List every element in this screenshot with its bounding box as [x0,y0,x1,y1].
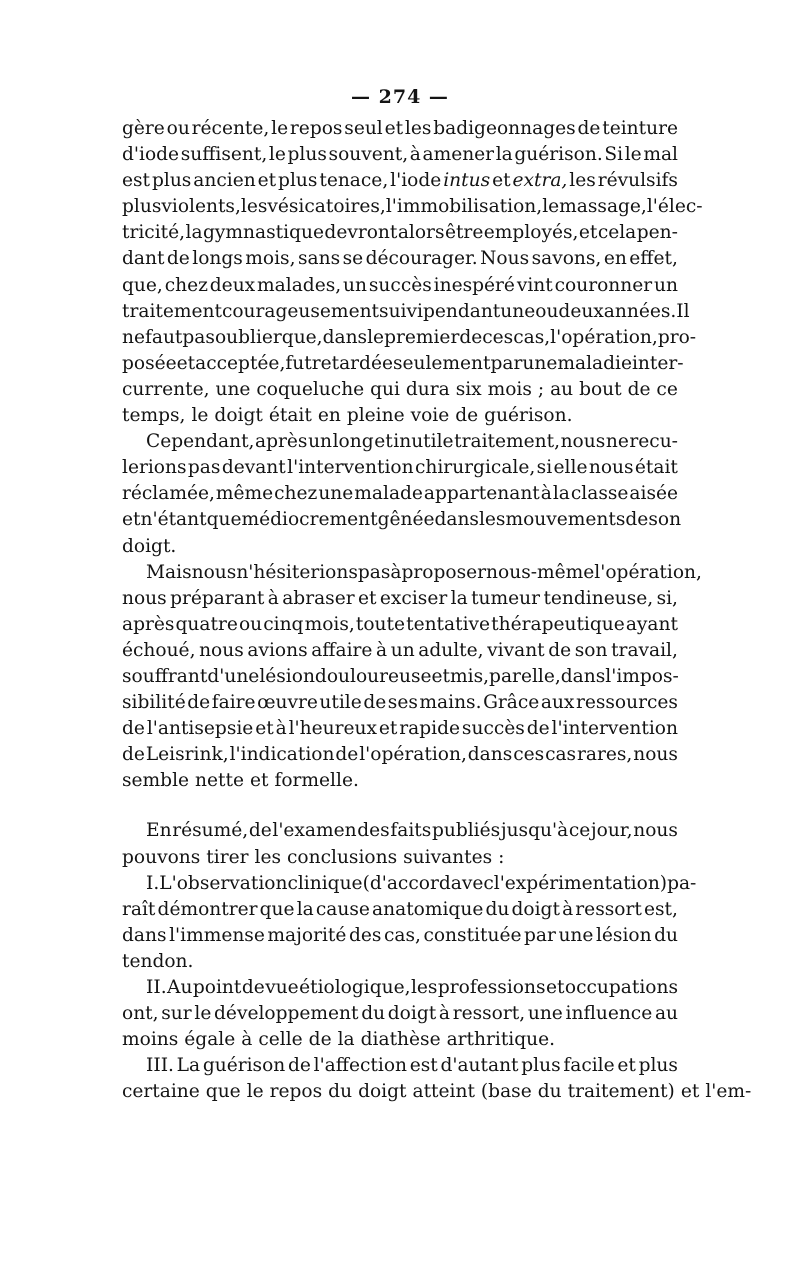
paragraph [122,116,703,429]
text-line: posée et acceptée, fut retardée seulement par une maladie inter- [122,352,684,374]
text-line: ne faut pas oublier que, dans le premier de ces cas, l'opération, pro- [122,326,697,348]
page-number: — 274 — [351,86,449,108]
body-text [122,116,752,1105]
text-line: III. La guérison de l'affection est d'autant plus facile et plus [146,1055,678,1077]
text-line: pouvons tirer les conclusions suivantes : [122,846,505,868]
text-line: après quatre ou cinq mois, toute tentative thérapeutique ayant [122,613,678,635]
text-line: tricité, la gymnastique devront alors être employés, et cela pen- [122,222,678,244]
text-line: ont, sur le développement du doigt à ressort, une influence au [122,1003,678,1025]
paragraph [122,871,697,975]
text-line: II. Au point de vue étiologique, les professions et occupations [146,977,678,998]
text-line: temps, le doigt était en pleine voie de guérison. [122,405,573,427]
text-line: Cependant, après un long et inutile traitement, nous ne recu- [146,431,678,453]
text-line: et n'étant que médiocrement gênée dans les mouvements de son [122,509,682,531]
text-line: sibilité de faire œuvre utile de ses mains. Grâce aux ressources [122,692,678,714]
text-line: de Leisrink, l'indication de l'opération, dans ces cas rares, nous [122,744,678,766]
text-line: d'iode suffisent, le plus souvent, à amener la guérison. Si le mal [122,144,678,166]
text-line: est plus ancien et plus tenace, l'iode intus et extra, les révulsifs [122,170,678,192]
paragraph [122,429,682,559]
text-line: raît démontrer que la cause anatomique du doigt à ressort est, [122,898,678,920]
text-line: que, chez deux malades, un succès inespéré vint couronner un [122,274,678,296]
text-line: dant de longs mois, sans se décourager. Nous savons, en effet, [122,248,678,270]
text-line: lerions pas devant l'intervention chirurgicale, si elle nous était [122,457,678,479]
paragraph [122,818,678,870]
text-line: traitement courageusement suivi pendant une ou deux années. Il [122,300,690,322]
paragraph-gap [122,794,678,818]
paragraph [122,975,678,1053]
text-line: dans l'immense majorité des cas, constituée par une lésion du [122,924,678,946]
text-line: nous préparant à abraser et exciser la tumeur tendineuse, si, [122,587,678,609]
text-line: tendon. [122,950,194,972]
text-line: réclamée, même chez une malade appartenant à la classe aisée [122,483,678,505]
text-line: semble nette et formelle. [122,770,359,792]
text-line: souffrant d'une lésion douloureuse et mis, par elle, dans l'impos- [122,665,679,687]
paragraph [122,1053,752,1105]
text-line: En résumé, de l'examen des faits publiés jusqu'à ce jour, nous [146,820,678,842]
paragraph [122,560,702,795]
text-line: currente, une coqueluche qui dura six mois ; au bout de ce [122,378,678,400]
text-line: de l'antisepsie et à l'heureux et rapide succès de l'intervention [122,718,678,740]
text-line: Mais nous n'hésiterions pas à proposer nous-même l'opération, [146,561,702,583]
text-line: plus violents, les vésicatoires, l'immobilisation, le massage, l'élec- [122,196,703,218]
text-line: moins égale à celle de la diathèse arthritique. [122,1029,556,1051]
text-line: doigt. [122,535,177,557]
text-line: échoué, nous avions affaire à un adulte, vivant de son travail, [122,639,678,661]
text-line: I. L'observation clinique (d'accord avec l'expérimentation) pa- [146,872,697,894]
text-line: gère ou récente, le repos seul et les badigeonnages de teinture [122,118,678,139]
text-line: certaine que le repos du doigt atteint (base du traitement) et l'em- [122,1081,752,1103]
